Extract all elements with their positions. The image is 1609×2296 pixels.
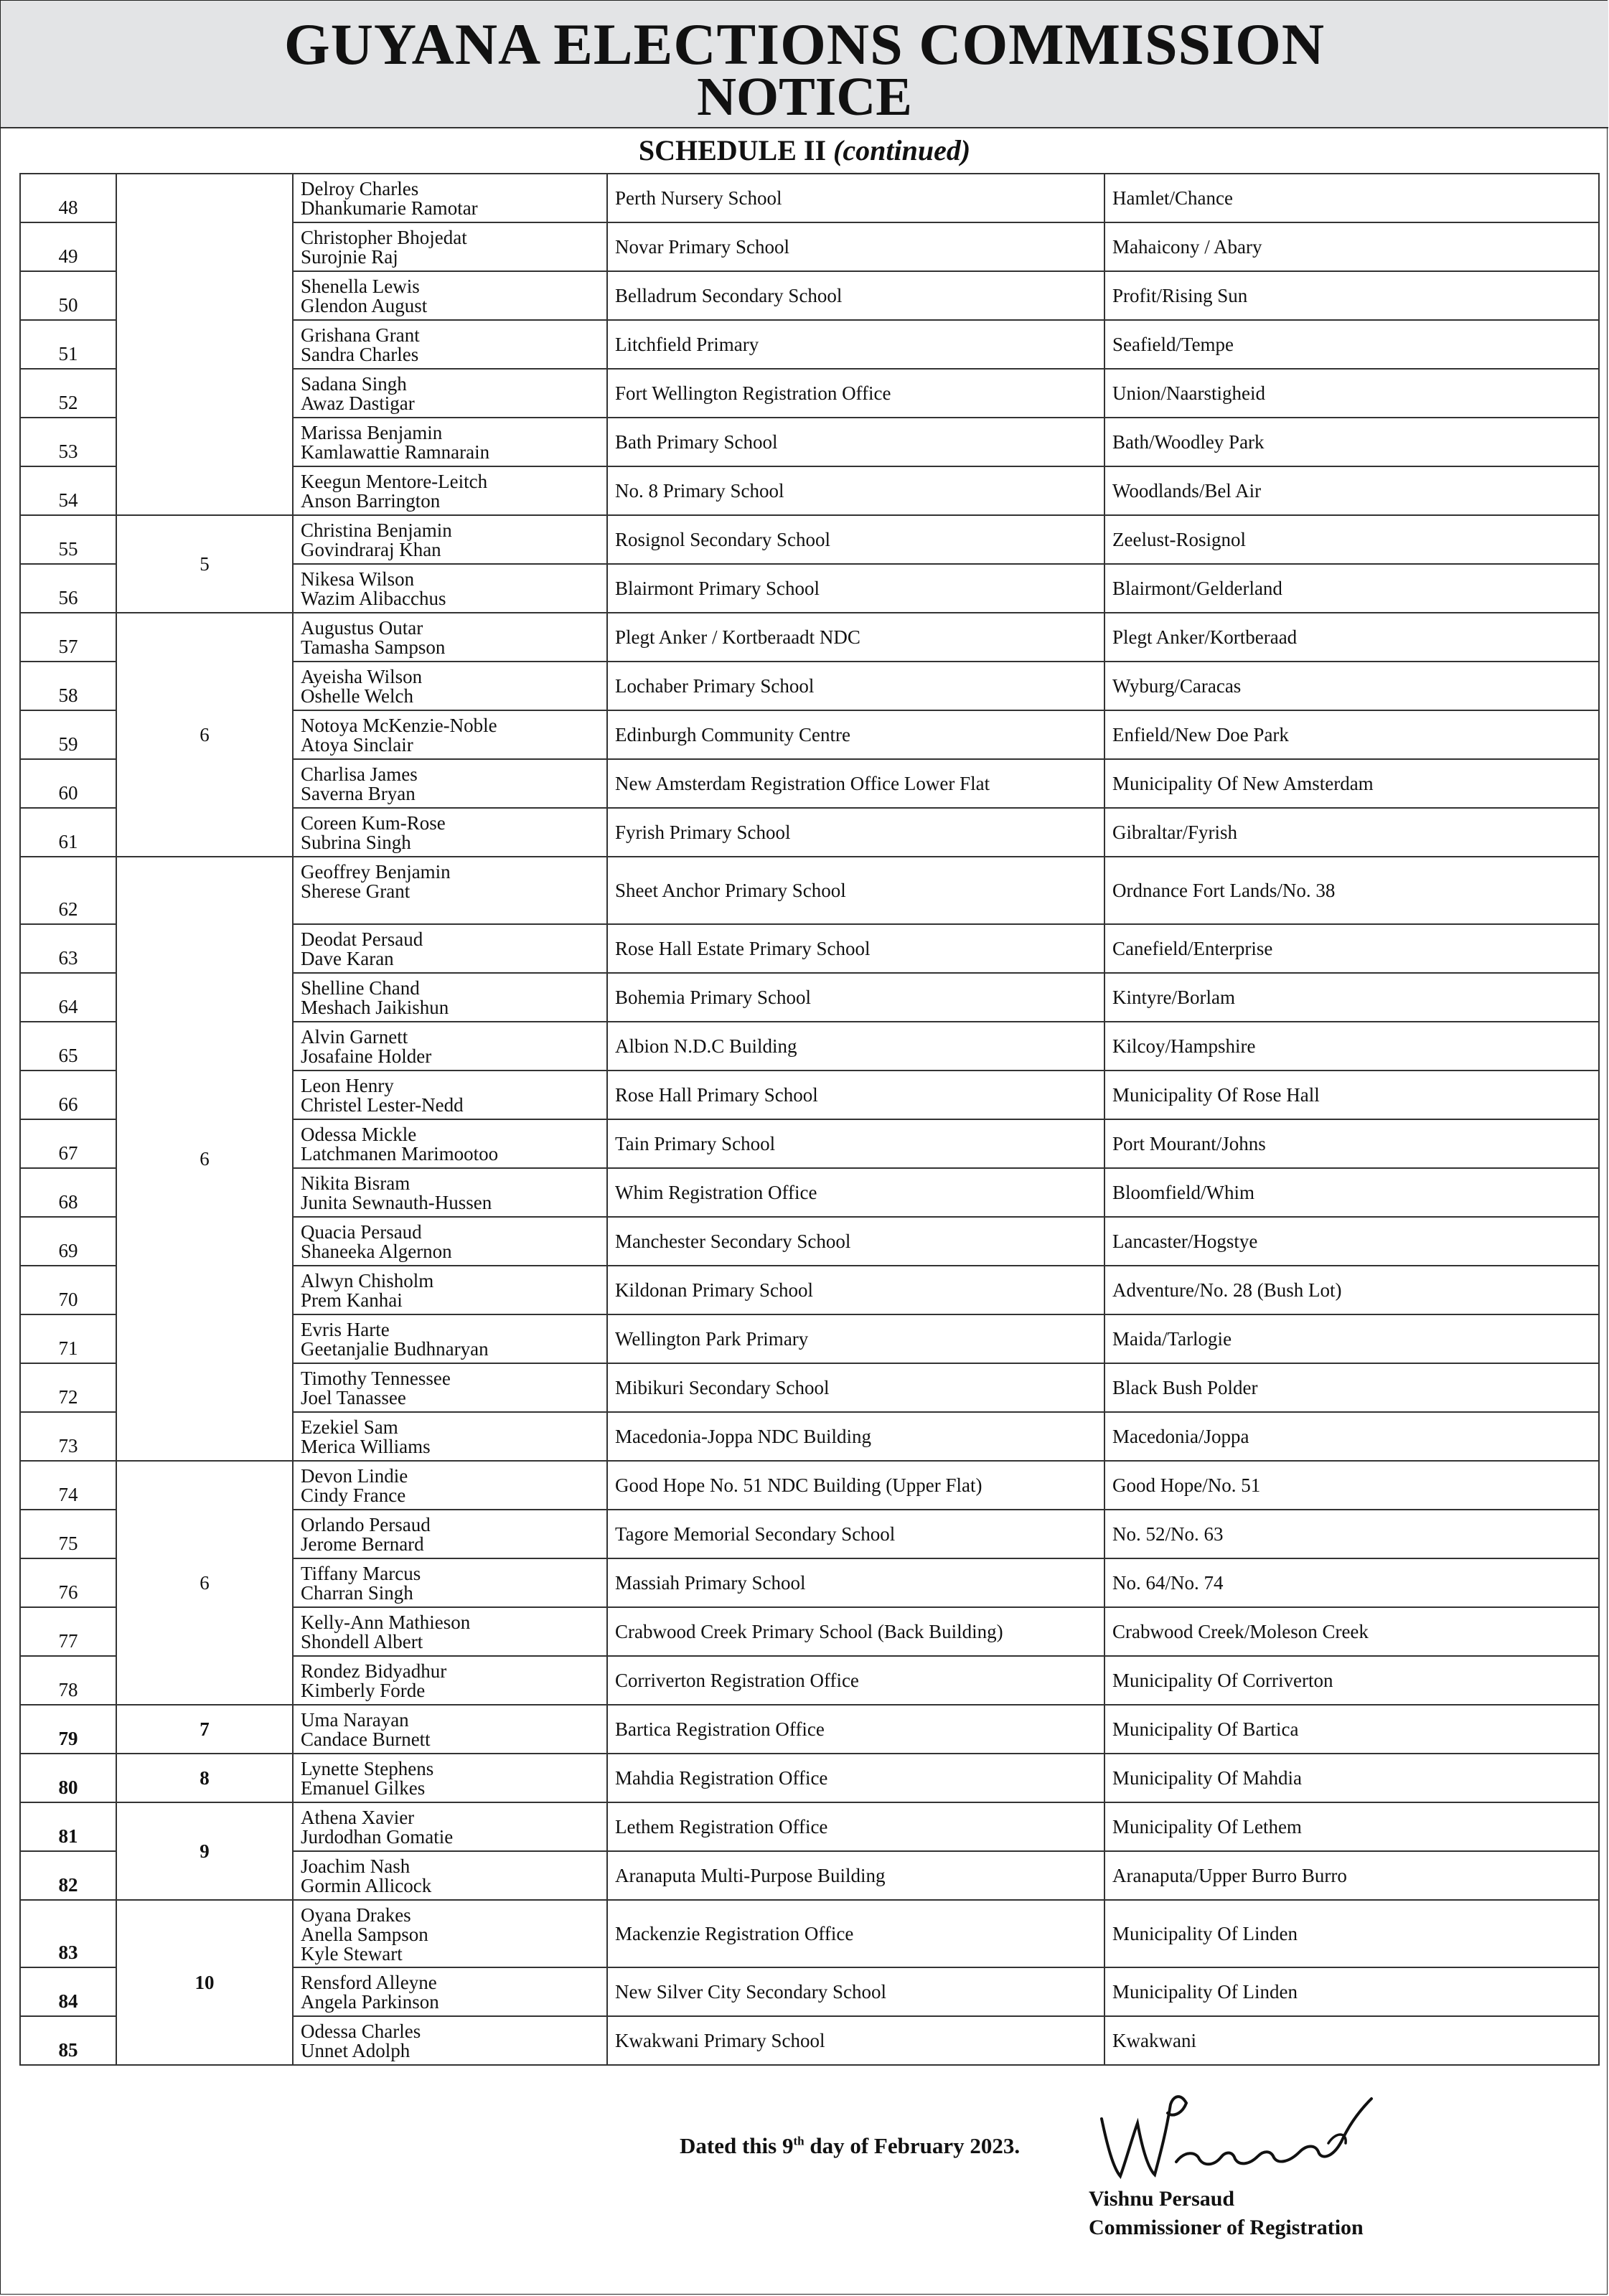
area-covered: Hamlet/Chance: [1104, 174, 1599, 222]
officer-names: [293, 808, 607, 857]
row-number: 71: [20, 1314, 116, 1363]
registration-location: Belladrum Secondary School: [607, 271, 1104, 320]
officer-name: Merica Williams: [301, 1436, 431, 1457]
district-number: 9: [116, 1802, 293, 1900]
table-row: [20, 1900, 1599, 1967]
row-number: 62: [20, 857, 116, 924]
officer-name: Wazim Alibacchus: [301, 588, 446, 609]
officer-names: [293, 1967, 607, 2016]
row-number: 77: [20, 1607, 116, 1656]
officer-names: [293, 222, 607, 271]
area-covered: Zeelust-Rosignol: [1104, 515, 1599, 564]
officer-name: Subrina Singh: [301, 832, 411, 853]
officer-names: [293, 1168, 607, 1217]
officer-name: Gormin Allicock: [301, 1875, 432, 1896]
officer-name: Anella Sampson: [301, 1924, 428, 1945]
officer-name: Prem Kanhai: [301, 1289, 403, 1311]
schedule-title-main: SCHEDULE II: [638, 134, 827, 166]
registration-location: Plegt Anker / Kortberaadt NDC: [607, 613, 1104, 662]
table-row: [20, 1802, 1599, 1851]
district-number: 8: [116, 1754, 293, 1802]
registration-location: New Amsterdam Registration Office Lower Flat: [607, 759, 1104, 808]
officer-name: Ezekiel Sam: [301, 1416, 398, 1438]
registration-location: Mibikuri Secondary School: [607, 1363, 1104, 1412]
registration-location: Good Hope No. 51 NDC Building (Upper Flat): [607, 1461, 1104, 1510]
registration-location: Lochaber Primary School: [607, 662, 1104, 710]
officer-name: Quacia Persaud: [301, 1221, 422, 1243]
row-number: 83: [20, 1900, 116, 1967]
officer-name: Charlisa James: [301, 763, 418, 785]
row-number: 82: [20, 1851, 116, 1900]
district-number: 6: [116, 857, 293, 1461]
row-number: 63: [20, 924, 116, 973]
officer-name: Angela Parkinson: [301, 1991, 439, 2013]
row-number: 55: [20, 515, 116, 564]
row-number: 54: [20, 466, 116, 515]
officer-name: Geoffrey Benjamin: [301, 861, 451, 883]
officer-name: Kelly-Ann Mathieson: [301, 1612, 471, 1633]
officer-names: [293, 1851, 607, 1900]
area-covered: Seafield/Tempe: [1104, 320, 1599, 369]
area-covered: Aranaputa/Upper Burro Burro: [1104, 1851, 1599, 1900]
officer-name: Odessa Mickle: [301, 1124, 417, 1145]
officer-name: Alwyn Chisholm: [301, 1270, 434, 1292]
officer-name: Odessa Charles: [301, 2020, 421, 2042]
area-covered: Maida/Tarlogie: [1104, 1314, 1599, 1363]
row-number: 73: [20, 1412, 116, 1461]
registration-location: Rosignol Secondary School: [607, 515, 1104, 564]
officer-name: Lynette Stephens: [301, 1758, 434, 1779]
officer-name: Devon Lindie: [301, 1465, 408, 1487]
area-covered: Municipality Of Lethem: [1104, 1802, 1599, 1851]
area-covered: Bath/Woodley Park: [1104, 418, 1599, 466]
registration-location: Rose Hall Estate Primary School: [607, 924, 1104, 973]
dated-prefix: Dated this 9: [680, 2133, 794, 2158]
table-row: [20, 515, 1599, 564]
district-number: [116, 174, 293, 515]
officer-name: Unnet Adolph: [301, 2040, 411, 2061]
row-number: 59: [20, 710, 116, 759]
officer-name: Surojnie Raj: [301, 246, 398, 268]
row-number: 61: [20, 808, 116, 857]
officer-names: [293, 1461, 607, 1510]
officer-name: Kamlawattie Ramnarain: [301, 441, 490, 463]
masthead: [1, 1, 1608, 128]
officer-names: [293, 759, 607, 808]
row-number: 78: [20, 1656, 116, 1705]
officer-names: [293, 369, 607, 418]
officer-name: Anson Barrington: [301, 490, 441, 512]
officer-names: [293, 857, 607, 924]
officer-name: Geetanjalie Budhnaryan: [301, 1338, 489, 1360]
row-number: 81: [20, 1802, 116, 1851]
area-covered: Municipality Of New Amsterdam: [1104, 759, 1599, 808]
registration-location: Tain Primary School: [607, 1119, 1104, 1168]
area-covered: Municipality Of Corriverton: [1104, 1656, 1599, 1705]
registration-location: Fort Wellington Registration Office: [607, 369, 1104, 418]
row-number: 53: [20, 418, 116, 466]
officer-name: Meshach Jaikishun: [301, 997, 449, 1018]
officer-name: Tiffany Marcus: [301, 1563, 421, 1584]
officer-name: Kyle Stewart: [301, 1943, 403, 1965]
officer-name: Charran Singh: [301, 1582, 413, 1604]
officer-name: Marissa Benjamin: [301, 422, 443, 443]
officer-names: [293, 924, 607, 973]
area-covered: Municipality Of Bartica: [1104, 1705, 1599, 1754]
dated-line: [680, 2133, 1020, 2159]
officer-name: Oshelle Welch: [301, 685, 414, 707]
registration-location: Bartica Registration Office: [607, 1705, 1104, 1754]
row-number: 85: [20, 2016, 116, 2065]
commission-title: GUYANA ELECTIONS COMMISSION: [283, 11, 1326, 77]
officer-names: [293, 1802, 607, 1851]
officer-name: Dave Karan: [301, 948, 394, 969]
area-covered: No. 52/No. 63: [1104, 1510, 1599, 1558]
row-number: 52: [20, 369, 116, 418]
officer-name: Orlando Persaud: [301, 1514, 431, 1535]
officer-names: [293, 1071, 607, 1119]
registration-location: Mackenzie Registration Office: [607, 1900, 1104, 1967]
registration-location: Fyrish Primary School: [607, 808, 1104, 857]
registration-location: Lethem Registration Office: [607, 1802, 1104, 1851]
officer-name: Saverna Bryan: [301, 783, 416, 804]
registration-location: Sheet Anchor Primary School: [607, 857, 1104, 924]
officer-name: Jurdodhan Gomatie: [301, 1826, 454, 1848]
area-covered: Kilcoy/Hampshire: [1104, 1022, 1599, 1071]
registration-location: Whim Registration Office: [607, 1168, 1104, 1217]
district-number: 7: [116, 1705, 293, 1754]
officer-name: Evris Harte: [301, 1319, 390, 1340]
officer-name: Rensford Alleyne: [301, 1972, 437, 1993]
area-covered: Municipality Of Mahdia: [1104, 1754, 1599, 1802]
table-row: [20, 1461, 1599, 1510]
schedule-table: [19, 173, 1600, 2066]
table-row: [20, 174, 1599, 222]
officer-name: Govindraraj Khan: [301, 539, 441, 560]
schedule-title-suffix: (continued): [833, 134, 971, 166]
row-number: 84: [20, 1967, 116, 2016]
row-number: 80: [20, 1754, 116, 1802]
officer-names: [293, 466, 607, 515]
officer-name: Emanuel Gilkes: [301, 1777, 426, 1799]
area-covered: Lancaster/Hogstye: [1104, 1217, 1599, 1266]
row-number: 48: [20, 174, 116, 222]
officer-name: Rondez Bidyadhur: [301, 1660, 447, 1682]
table-row: [20, 1705, 1599, 1754]
officer-names: [293, 1607, 607, 1656]
registration-location: Perth Nursery School: [607, 174, 1104, 222]
officer-name: Kimberly Forde: [301, 1680, 426, 1701]
registration-location: Novar Primary School: [607, 222, 1104, 271]
table-row: [20, 857, 1599, 924]
officer-names: [293, 1363, 607, 1412]
officer-name: Joachim Nash: [301, 1855, 411, 1877]
area-covered: Macedonia/Joppa: [1104, 1412, 1599, 1461]
registration-location: Blairmont Primary School: [607, 564, 1104, 613]
area-covered: Black Bush Polder: [1104, 1363, 1599, 1412]
officer-names: [293, 320, 607, 369]
area-covered: Good Hope/No. 51: [1104, 1461, 1599, 1510]
officer-names: [293, 1754, 607, 1802]
row-number: 50: [20, 271, 116, 320]
row-number: 49: [20, 222, 116, 271]
area-covered: Blairmont/Gelderland: [1104, 564, 1599, 613]
area-covered: Crabwood Creek/Moleson Creek: [1104, 1607, 1599, 1656]
officer-name: Atoya Sinclair: [301, 734, 413, 756]
table-row: [20, 1754, 1599, 1802]
registration-location: Aranaputa Multi-Purpose Building: [607, 1851, 1104, 1900]
area-covered: Woodlands/Bel Air: [1104, 466, 1599, 515]
signature-stroke-tail: [1176, 2099, 1371, 2164]
row-number: 58: [20, 662, 116, 710]
row-number: 74: [20, 1461, 116, 1510]
officer-name: Timothy Tennessee: [301, 1368, 451, 1389]
row-number: 79: [20, 1705, 116, 1754]
area-covered: Enfield/New Doe Park: [1104, 710, 1599, 759]
dated-suffix: day of February 2023.: [804, 2133, 1021, 2158]
officer-names: [293, 710, 607, 759]
area-covered: Wyburg/Caracas: [1104, 662, 1599, 710]
officer-name: Jerome Bernard: [301, 1533, 424, 1555]
officer-name: Ayeisha Wilson: [301, 666, 423, 687]
officer-name: Christel Lester-Nedd: [301, 1094, 464, 1116]
signature: [1092, 2081, 1379, 2182]
officer-names: [293, 2016, 607, 2065]
row-number: 72: [20, 1363, 116, 1412]
registration-location: Crabwood Creek Primary School (Back Building): [607, 1607, 1104, 1656]
registration-location: Macedonia-Joppa NDC Building: [607, 1412, 1104, 1461]
officer-name: Shondell Albert: [301, 1631, 423, 1652]
officer-name: Junita Sewnauth-Hussen: [301, 1192, 492, 1213]
area-covered: Kintyre/Borlam: [1104, 973, 1599, 1022]
notice-title: NOTICE: [697, 67, 912, 127]
row-number: 68: [20, 1168, 116, 1217]
registration-location: Mahdia Registration Office: [607, 1754, 1104, 1802]
area-covered: No. 64/No. 74: [1104, 1558, 1599, 1607]
officer-names: [293, 564, 607, 613]
officer-names: [293, 1900, 607, 1967]
registration-location: Edinburgh Community Centre: [607, 710, 1104, 759]
area-covered: Profit/Rising Sun: [1104, 271, 1599, 320]
officer-name: Athena Xavier: [301, 1807, 415, 1828]
officer-name: Awaz Dastigar: [301, 392, 415, 414]
row-number: 67: [20, 1119, 116, 1168]
officer-name: Shenella Lewis: [301, 276, 420, 297]
officer-names: [293, 418, 607, 466]
officer-name: Keegun Mentore-Leitch: [301, 471, 488, 492]
row-number: 65: [20, 1022, 116, 1071]
row-number: 64: [20, 973, 116, 1022]
row-number: 76: [20, 1558, 116, 1607]
officer-name: Coreen Kum-Rose: [301, 812, 446, 834]
row-number: 66: [20, 1071, 116, 1119]
row-number: 60: [20, 759, 116, 808]
officer-name: Christina Benjamin: [301, 519, 452, 541]
signature-stroke-w: [1102, 2097, 1186, 2176]
area-covered: Municipality Of Linden: [1104, 1967, 1599, 2016]
officer-names: [293, 1217, 607, 1266]
schedule-title: [1, 133, 1608, 169]
registration-location: Kildonan Primary School: [607, 1266, 1104, 1314]
officer-name: Sandra Charles: [301, 344, 419, 365]
officer-names: [293, 1656, 607, 1705]
officer-name: Notoya McKenzie-Noble: [301, 715, 497, 736]
officer-name: Shaneeka Algernon: [301, 1241, 452, 1262]
area-covered: Kwakwani: [1104, 2016, 1599, 2065]
officer-names: [293, 613, 607, 662]
officer-name: Deodat Persaud: [301, 928, 423, 950]
officer-name: Christopher Bhojedat: [301, 227, 467, 248]
officer-name: Candace Burnett: [301, 1728, 431, 1750]
officer-name: Nikesa Wilson: [301, 568, 415, 590]
district-number: 6: [116, 1461, 293, 1705]
district-number: 6: [116, 613, 293, 857]
officer-name: Leon Henry: [301, 1075, 394, 1096]
registration-location: Tagore Memorial Secondary School: [607, 1510, 1104, 1558]
registration-location: Kwakwani Primary School: [607, 2016, 1104, 2065]
officer-names: [293, 1022, 607, 1071]
area-covered: Bloomfield/Whim: [1104, 1168, 1599, 1217]
area-covered: Union/Naarstigheid: [1104, 369, 1599, 418]
officer-name: Glendon August: [301, 295, 428, 316]
officer-names: [293, 1558, 607, 1607]
officer-name: Alvin Garnett: [301, 1026, 408, 1048]
registration-location: Bohemia Primary School: [607, 973, 1104, 1022]
officer-name: Cindy France: [301, 1485, 406, 1506]
officer-names: [293, 1412, 607, 1461]
area-covered: Plegt Anker/Kortberaad: [1104, 613, 1599, 662]
registration-location: Manchester Secondary School: [607, 1217, 1104, 1266]
officer-name: Shelline Chand: [301, 977, 420, 999]
row-number: 69: [20, 1217, 116, 1266]
registration-location: Litchfield Primary: [607, 320, 1104, 369]
registration-location: Rose Hall Primary School: [607, 1071, 1104, 1119]
registration-location: Massiah Primary School: [607, 1558, 1104, 1607]
officer-names: [293, 1314, 607, 1363]
registration-location: Corriverton Registration Office: [607, 1656, 1104, 1705]
table-row: [20, 613, 1599, 662]
officer-names: [293, 1119, 607, 1168]
row-number: 51: [20, 320, 116, 369]
registration-location: No. 8 Primary School: [607, 466, 1104, 515]
district-number: 5: [116, 515, 293, 613]
officer-names: [293, 515, 607, 564]
officer-name: Augustus Outar: [301, 617, 423, 639]
area-covered: Ordnance Fort Lands/No. 38: [1104, 857, 1599, 924]
officer-names: [293, 973, 607, 1022]
dated-superscript: th: [793, 2134, 804, 2148]
officer-name: Uma Narayan: [301, 1709, 409, 1731]
officer-name: Josafaine Holder: [301, 1045, 432, 1067]
officer-name: Grishana Grant: [301, 324, 420, 346]
officer-names: [293, 662, 607, 710]
district-number: 10: [116, 1900, 293, 2065]
officer-name: Dhankumarie Ramotar: [301, 197, 478, 219]
area-covered: Municipality Of Rose Hall: [1104, 1071, 1599, 1119]
officer-name: Sadana Singh: [301, 373, 407, 395]
officer-name: Joel Tanassee: [301, 1387, 406, 1408]
registration-location: Bath Primary School: [607, 418, 1104, 466]
officer-names: [293, 271, 607, 320]
officer-name: Nikita Bisram: [301, 1172, 411, 1194]
officer-name: Sherese Grant: [301, 880, 411, 902]
officer-names: [293, 1705, 607, 1754]
area-covered: Port Mourant/Johns: [1104, 1119, 1599, 1168]
officer-name: Latchmanen Marimootoo: [301, 1143, 499, 1165]
row-number: 70: [20, 1266, 116, 1314]
area-covered: Canefield/Enterprise: [1104, 924, 1599, 973]
registration-location: New Silver City Secondary School: [607, 1967, 1104, 2016]
area-covered: Adventure/No. 28 (Bush Lot): [1104, 1266, 1599, 1314]
area-covered: Mahaicony / Abary: [1104, 222, 1599, 271]
signer-title: Commissioner of Registration: [1089, 2216, 1364, 2239]
officer-name: Delroy Charles: [301, 178, 419, 199]
row-number: 57: [20, 613, 116, 662]
area-covered: Municipality Of Linden: [1104, 1900, 1599, 1967]
officer-names: [293, 174, 607, 222]
officer-names: [293, 1510, 607, 1558]
officer-names: [293, 1266, 607, 1314]
registration-location: Albion N.D.C Building: [607, 1022, 1104, 1071]
signer-name: Vishnu Persaud: [1089, 2187, 1235, 2211]
row-number: 75: [20, 1510, 116, 1558]
row-number: 56: [20, 564, 116, 613]
officer-name: Oyana Drakes: [301, 1904, 411, 1926]
area-covered: Gibraltar/Fyrish: [1104, 808, 1599, 857]
registration-location: Wellington Park Primary: [607, 1314, 1104, 1363]
officer-name: Tamasha Sampson: [301, 636, 446, 658]
